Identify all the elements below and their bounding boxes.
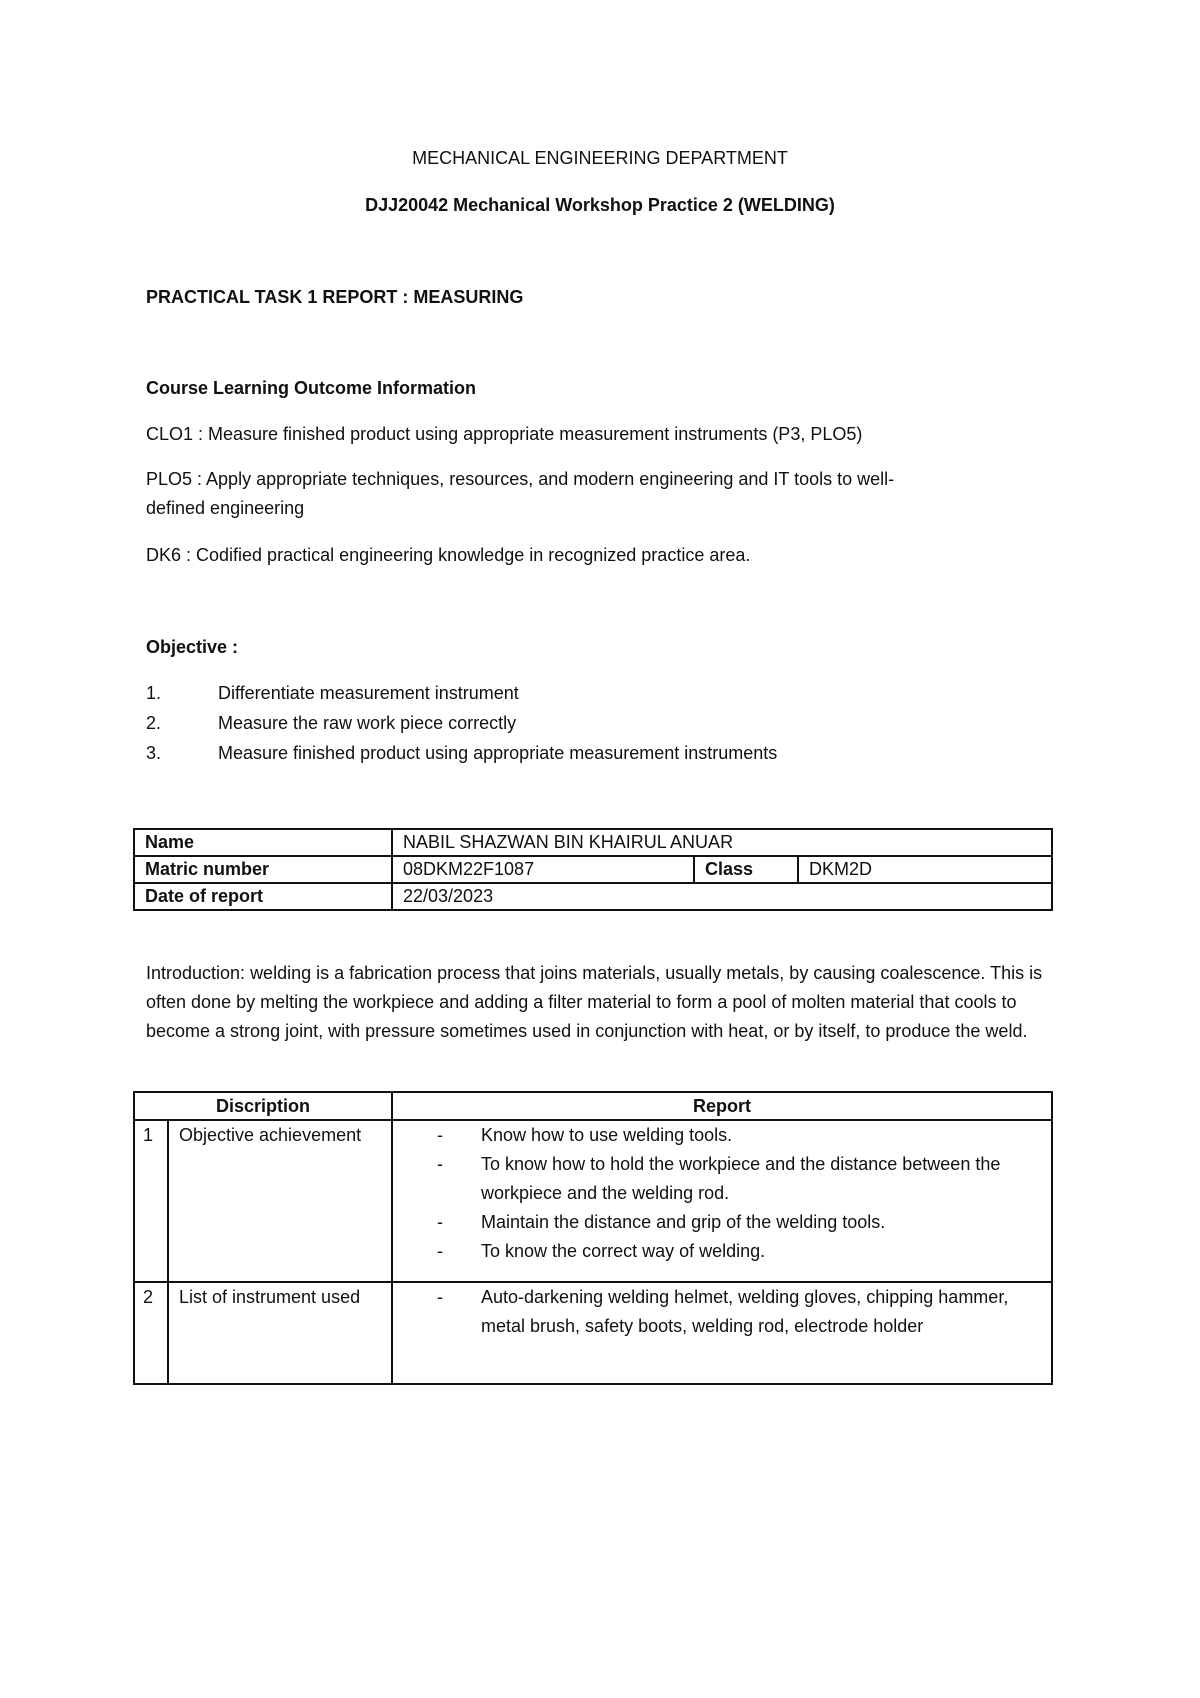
row-report [392,1120,1052,1282]
row-description: List of instrument used [168,1282,392,1384]
name-label: Name [134,829,392,856]
list-dash: - [437,1125,444,1145]
table-row [134,1120,1052,1282]
list-dash: - [437,1212,444,1232]
description-column-header: Discription [134,1092,392,1120]
objective-text: Measure the raw work piece correctly [218,713,517,733]
list-dash: - [437,1154,444,1174]
report-title: PRACTICAL TASK 1 REPORT : MEASURING [146,287,524,307]
plo5-text-line1: PLO5 : Apply appropriate techniques, resources, and modern engineering and IT tools to well- [146,469,895,489]
matric-value: 08DKM22F1087 [392,856,694,883]
objective-text: Differentiate measurement instrument [218,683,519,703]
date-value: 22/03/2023 [392,883,1052,910]
list-item [393,1121,1041,1150]
dk6-text: DK6 : Codified practical engineering knowledge in recognized practice area. [146,545,751,565]
row-number: 2 [134,1282,168,1384]
class-label: Class [694,856,798,883]
table-header-row [134,1092,1052,1120]
list-dash: - [437,1241,444,1261]
clo-heading: Course Learning Outcome Information [146,378,477,398]
report-column-header: Report [392,1092,1052,1120]
department-heading: MECHANICAL ENGINEERING DEPARTMENT [412,148,788,168]
plo5-text-line2: defined engineering [146,498,305,518]
objective-item [146,738,778,768]
clo1-text: CLO1 : Measure finished product using appropriate measurement instruments (P3, PLO5) [146,424,863,444]
introduction-paragraph: Introduction: welding is a fabrication process that joins materials, usually metals, by causing coalescence. This is often done by melting the workpiece and adding a filter material to form a pool of molten material that cools to become a strong joint, with pressure sometimes used in conjunction with heat, or by itself, to produce the weld. [146,963,1043,1041]
report-list [393,1283,1041,1341]
table-row [134,856,1052,883]
row-report [392,1282,1052,1384]
row-description: Objective achievement [168,1120,392,1282]
list-dash: - [437,1287,444,1307]
table-row [134,829,1052,856]
table-row [134,1282,1052,1384]
objective-number: 2. [146,713,162,733]
row-number: 1 [134,1120,168,1282]
list-item-text: Know how to use welding tools. [481,1125,733,1145]
report-list [393,1121,1041,1266]
list-item [393,1208,1041,1237]
class-value: DKM2D [798,856,1052,883]
objective-list [146,678,777,768]
objective-text: Measure finished product using appropriate measurement instruments [218,743,778,763]
list-item [393,1237,1041,1266]
list-item-text: Auto-darkening welding helmet, welding gloves, chipping hammer, metal brush, safety boots, welding rod, electrode holder [481,1287,1009,1336]
report-table [133,1091,1053,1385]
objective-item [146,678,777,708]
course-title: DJJ20042 Mechanical Workshop Practice 2 (WELDING) [365,195,835,215]
table-row [134,883,1052,910]
objective-item [146,708,777,738]
student-info-table [133,828,1053,911]
objective-number: 1. [146,683,162,703]
objective-number: 3. [146,743,162,763]
list-item [393,1150,1041,1208]
objective-heading: Objective : [146,637,239,657]
matric-label: Matric number [134,856,392,883]
list-item-text: To know the correct way of welding. [481,1241,766,1261]
name-value: NABIL SHAZWAN BIN KHAIRUL ANUAR [392,829,1052,856]
date-label: Date of report [134,883,392,910]
list-item [393,1283,1041,1341]
list-item-text: Maintain the distance and grip of the welding tools. [481,1212,886,1232]
list-item-text: To know how to hold the workpiece and the distance between the workpiece and the welding rod. [481,1154,1001,1203]
